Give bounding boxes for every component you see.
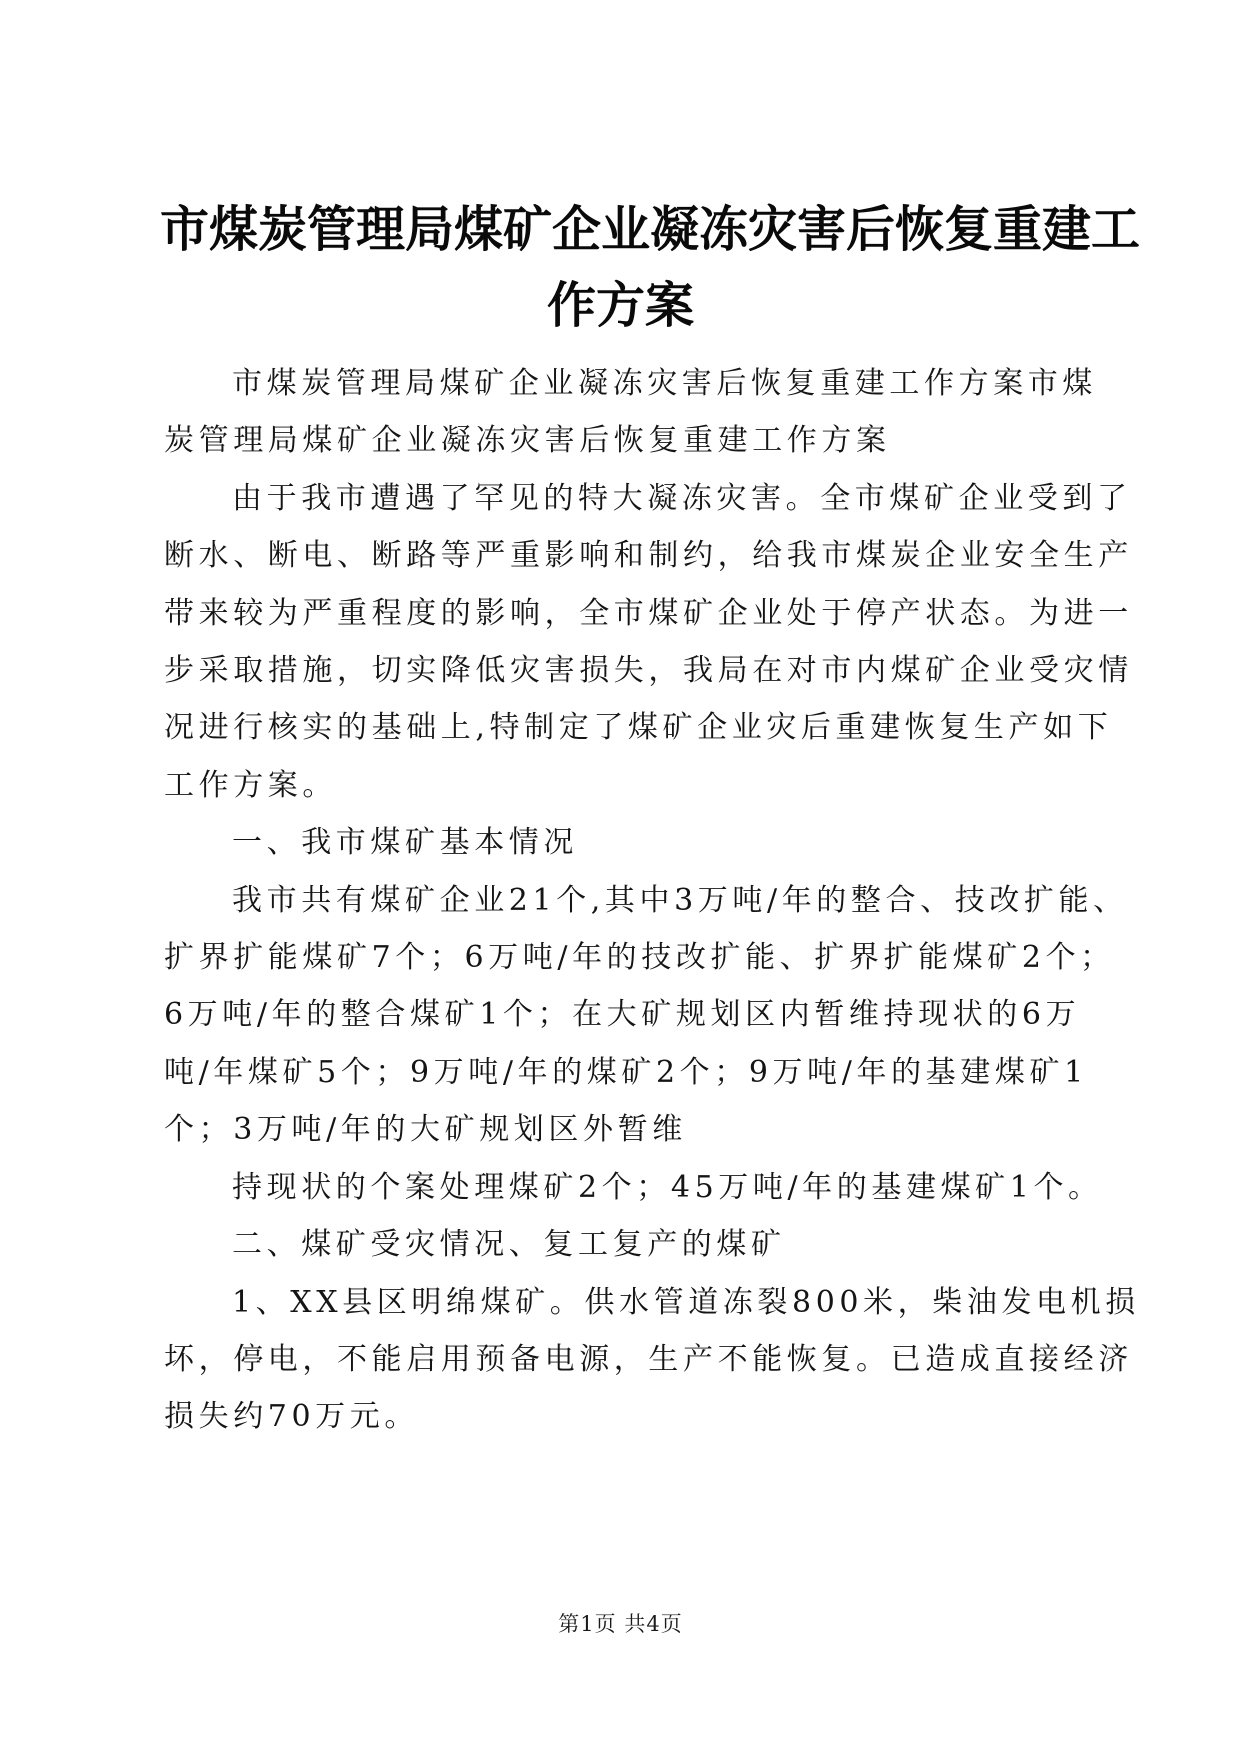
section-heading: 二、煤矿受灾情况、复工复产的煤矿 xyxy=(232,1227,786,1263)
title-line-2: 作方案 xyxy=(546,277,694,334)
body-line: 扩界扩能煤矿7个；6万吨/年的技改扩能、扩界扩能煤矿2个； xyxy=(164,940,1115,976)
body-line: 我市共有煤矿企业21个,其中3万吨/年的整合、技改扩能、 xyxy=(232,882,1128,918)
body-line: 断水、断电、断路等严重影响和制约，给我市煤炭企业安全生产 xyxy=(164,538,1133,574)
body-line: 工作方案。 xyxy=(164,767,337,803)
body-line: 步采取措施，切实降低灾害损失，我局在对市内煤矿企业受灾情 xyxy=(164,653,1133,689)
section-heading: 一、我市煤矿基本情况 xyxy=(232,825,578,861)
body-line: 持现状的个案处理煤矿2个；45万吨/年的基建煤矿1个。 xyxy=(232,1169,1103,1205)
body-line: 由于我市遭遇了罕见的特大凝冻灾害。全市煤矿企业受到了 xyxy=(232,480,1132,516)
body-line: 市煤炭管理局煤矿企业凝冻灾害后恢复重建工作方案市煤 xyxy=(232,366,1097,401)
body-line: 个；3万吨/年的大矿规划区外暂维 xyxy=(164,1112,687,1148)
body-line: 坏，停电，不能启用预备电源，生产不能恢复。已造成直接经济 xyxy=(164,1341,1133,1377)
body-line: 况进行核实的基础上,特制定了煤矿企业灾后重建恢复生产如下 xyxy=(164,710,1113,746)
page-number: 第1页 共4页 xyxy=(558,1612,683,1636)
body-line: 6万吨/年的整合煤矿1个；在大矿规划区内暂维持现状的6万 xyxy=(164,997,1081,1033)
body-line: 炭管理局煤矿企业凝冻灾害后恢复重建工作方案 xyxy=(164,423,891,459)
title-line-1: 市煤炭管理局煤矿企业凝冻灾害后恢复重建工 xyxy=(160,201,1141,258)
body-line: 损失约70万元。 xyxy=(164,1399,419,1435)
body-line: 带来较为严重程度的影响，全市煤矿企业处于停产状态。为进一 xyxy=(164,595,1133,631)
body-line: 1、XX县区明绵煤矿。供水管道冻裂800米，柴油发电机损 xyxy=(232,1284,1140,1320)
document-title xyxy=(160,192,1141,344)
body-line: 吨/年煤矿5个；9万吨/年的煤矿2个；9万吨/年的基建煤矿1 xyxy=(164,1054,1088,1090)
document-body xyxy=(164,355,1140,1446)
